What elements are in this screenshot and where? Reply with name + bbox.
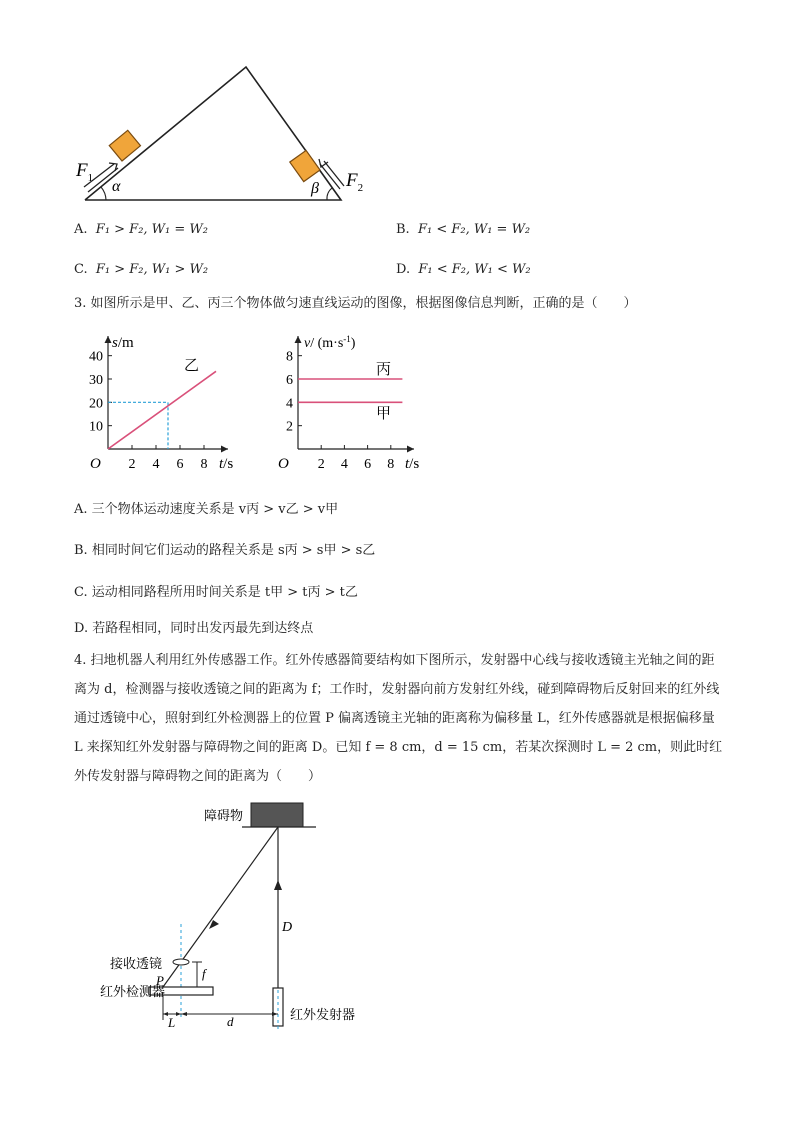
right-block (290, 150, 320, 181)
v-t-chart (274, 330, 434, 475)
y-tick-label: 6 (286, 373, 293, 388)
alpha-arc (101, 187, 106, 200)
q2-incline-figure (70, 60, 380, 210)
emitted-ray-arrow (274, 880, 282, 890)
x-tick-label: 6 (176, 457, 184, 472)
d-label: d (227, 1014, 234, 1029)
x-axis-label: t/s (219, 456, 234, 472)
detector-label: 红外检测器 (100, 984, 166, 999)
emitter-label: 红外发射器 (290, 1007, 356, 1022)
x-tick-label: 8 (387, 457, 395, 472)
q3-option-a[interactable]: A. 三个物体运动速度关系是 v丙 > v乙 > v甲 (74, 502, 339, 517)
obstacle-label: 障碍物 (204, 808, 244, 823)
q3-option-b[interactable]: B. 相同时间它们运动的路程关系是 s丙 > s甲 > s乙 (74, 543, 376, 558)
y-tick-label: 30 (89, 373, 103, 388)
series-label-bing: 丙 (376, 362, 392, 378)
q3-option-c[interactable]: C. 运动相同路程所用时间关系是 t甲 > t丙 > t乙 (74, 585, 358, 600)
origin-label: O (278, 456, 289, 472)
f2-label: $F_2$ (346, 170, 364, 194)
left-block (109, 130, 140, 161)
P-label: P (156, 973, 164, 988)
obstacle-block (251, 803, 303, 827)
receiving-lens (173, 959, 189, 965)
f-label: f (202, 966, 206, 981)
series-label-yi: 乙 (184, 358, 200, 374)
f1-label: $F_1$ (76, 160, 94, 184)
L-label: L (168, 1015, 176, 1030)
x-tick-label: 2 (128, 457, 136, 472)
series-line-乙 (108, 371, 216, 449)
q2-option-b[interactable]: B. F₁ < F₂, W₁ = W₂ (396, 222, 531, 237)
x-tick-label: 2 (317, 457, 325, 472)
beta-arc (327, 188, 332, 200)
y-tick-label: 4 (286, 396, 293, 412)
q3-stem: 3. 如图所示是甲、乙、丙三个物体做匀速直线运动的图像，根据图像信息判断，正确的是（ ） (74, 296, 637, 311)
q2-option-a[interactable]: A. F₁ > F₂, W₁ = W₂ (74, 222, 208, 237)
q2-option-c[interactable]: C. F₁ > F₂, W₁ > W₂ (74, 262, 209, 277)
x-tick-label: 4 (152, 457, 160, 472)
s-t-chart (78, 330, 243, 475)
series-label-jia: 甲 (376, 406, 392, 422)
y-tick-label: 2 (286, 419, 293, 435)
alpha-label: α (112, 178, 121, 195)
origin-label: O (90, 456, 101, 472)
y-tick-label: 40 (89, 349, 103, 365)
beta-label: β (311, 180, 319, 197)
x-axis-label: t/s (405, 456, 420, 472)
q4-stem: 4. 扫地机器人利用红外传感器工作。红外传感器简要结构如下图所示，发射器中心线与接收透镜主光轴之间的距离为 d，检测器与接收透镜之间的距离为 f；工作时，发射器向前方发射红外线，碰到障碍物后反射回来的红外线通过透镜中心，照射到红外检测器上的位置 P 偏离透镜主光轴的距离称为偏移量 L，红外传感器就是根据偏移量 L 来探知红外发射器与障碍物之间的距离 D。已知 f = 8 cm，d = 15 cm，若某次探测时 L = 2 cm，则此时红外传发射器与障碍物之间的距离为（ ） (74, 653, 723, 784)
x-tick-label: 4 (340, 457, 348, 472)
x-tick-label: 8 (200, 457, 208, 472)
y-axis-label: s/m (112, 335, 134, 351)
y-tick-label: 20 (89, 396, 103, 412)
q2-option-d[interactable]: D. F₁ < F₂, W₁ < W₂ (396, 262, 531, 277)
D-label: D (282, 920, 293, 935)
y-axis-label: v/ $(m\cdot s^{-1})$ (304, 334, 356, 351)
y-tick-label: 10 (89, 419, 103, 435)
y-tick-label: 8 (286, 349, 293, 365)
q3-option-d[interactable]: D. 若路程相同，同时出发丙最先到达终点 (74, 621, 314, 636)
q4-sensor-figure (100, 800, 390, 1035)
lens-label: 接收透镜 (110, 956, 163, 971)
x-tick-label: 6 (364, 457, 372, 472)
